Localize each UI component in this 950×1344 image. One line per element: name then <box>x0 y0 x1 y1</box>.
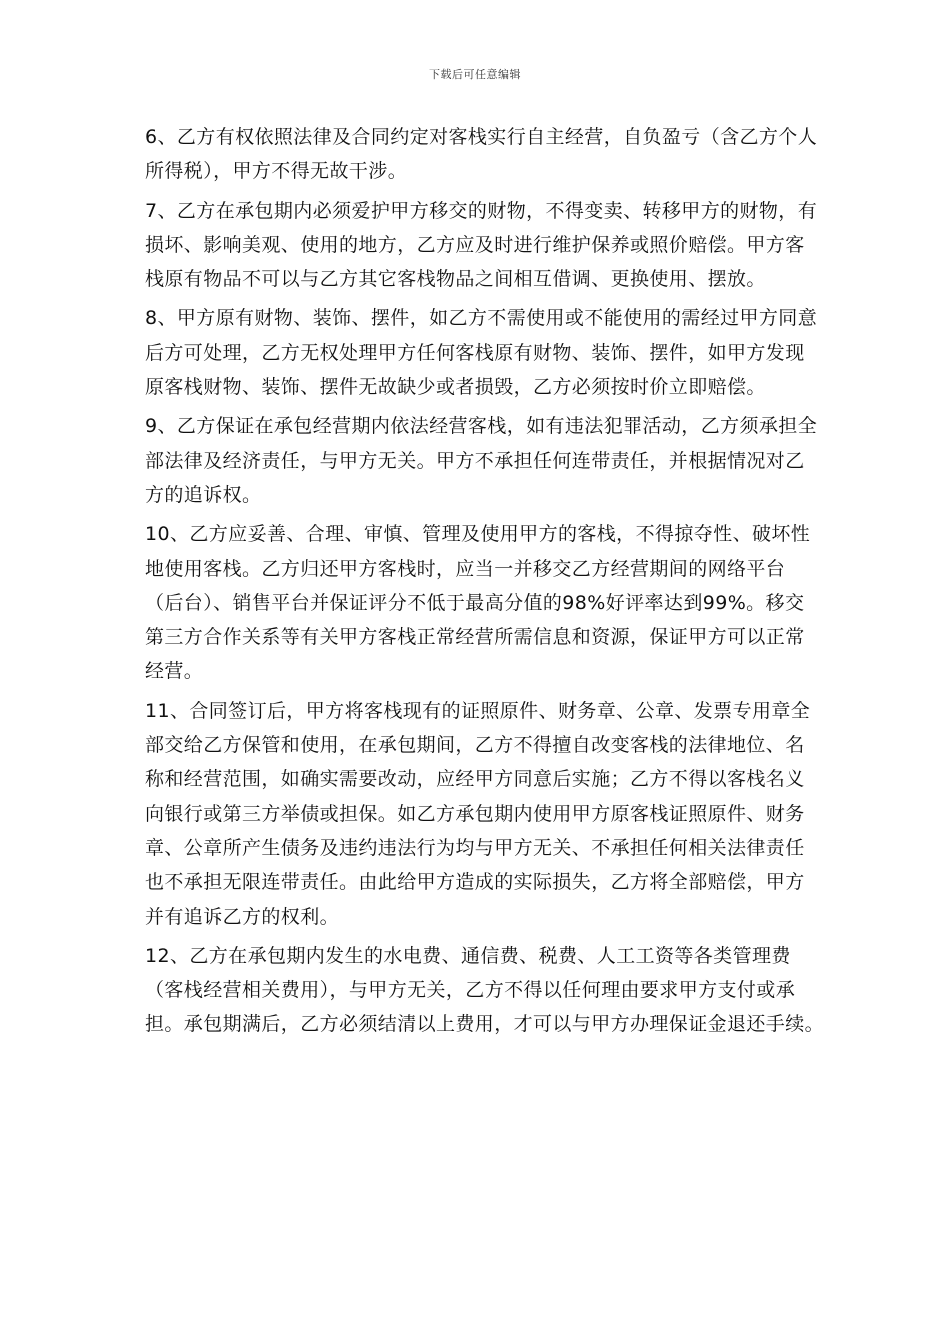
clause-line: 也不承担无限连带责任。由此给甲方造成的实际损失，乙方将全部赔偿，甲方 <box>145 871 805 894</box>
clause-line: 方的追诉权。 <box>145 483 262 506</box>
clause-line: 7、乙方在承包期内必须爱护甲方移交的财物，不得变卖、转移甲方的财物，有 <box>145 199 818 222</box>
clause-line: 12、乙方在承包期内发生的水电费、通信费、税费、人工工资等各类管理费 <box>145 944 791 967</box>
clause-line: 后方可处理，乙方无权处理甲方任何客栈原有财物、装饰、摆件，如甲方发现 <box>145 341 805 364</box>
clause-line: 经营。 <box>145 660 204 683</box>
clause-8 <box>145 301 817 404</box>
clause-line: 6、乙方有权依照法律及合同约定对客栈实行自主经营，自负盈亏（含乙方个人 <box>145 126 818 148</box>
page-header: 下载后可任意编辑 <box>429 68 521 81</box>
clause-line: 所得税），甲方不得无故干涉。 <box>145 160 408 183</box>
clause-line: 地使用客栈。乙方归还甲方客栈时，应当一并移交乙方经营期间的网络平台 <box>145 557 786 580</box>
clause-line: 称和经营范围，如确实需要改动，应经甲方同意后实施；乙方不得以客栈名义 <box>145 768 805 791</box>
clause-line: 损坏、影响美观、使用的地方，乙方应及时进行维护保养或照价赔偿。甲方客 <box>145 233 805 256</box>
clause-line: （后台）、销售平台并保证评分不低于最高分值的98%好评率达到99%。移交 <box>145 591 805 614</box>
clause-line: 第三方合作关系等有关甲方客栈正常经营所需信息和资源，保证甲方可以正常 <box>145 626 805 649</box>
clause-line: 11、合同签订后，甲方将客栈现有的证照原件、财务章、公章、发票专用章全 <box>145 699 811 722</box>
clause-line: 部交给乙方保管和使用，在承包期间，乙方不得擅自改变客栈的法律地位、名 <box>145 734 805 757</box>
clause-12 <box>145 939 825 1042</box>
clause-line: 章、公章所产生债务及违约违法行为均与甲方无关、不承担任何相关法律责任 <box>145 836 805 859</box>
clause-9 <box>145 409 817 512</box>
clause-line: 并有追诉乙方的权利。 <box>145 905 340 928</box>
clause-line: （客栈经营相关费用），与甲方无关，乙方不得以任何理由要求甲方支付或承 <box>145 979 796 1002</box>
clause-line: 10、乙方应妥善、合理、审慎、管理及使用甲方的客栈，不得掠夺性、破坏性 <box>145 523 811 546</box>
clause-line: 栈原有物品不可以与乙方其它客栈物品之间相互借调、更换使用、摆放。 <box>145 268 766 291</box>
document-body <box>145 120 825 1047</box>
clause-line: 9、乙方保证在承包经营期内依法经营客栈，如有违法犯罪活动，乙方须承担全 <box>145 415 818 438</box>
clause-line: 向银行或第三方举债或担保。如乙方承包期内使用甲方原客栈证照原件、财务 <box>145 802 805 825</box>
clause-11 <box>145 694 817 934</box>
clause-line: 担。承包期满后，乙方必须结清以上费用，才可以与甲方办理保证金退还手续。 <box>145 1013 825 1036</box>
clause-line: 8、甲方原有财物、装饰、摆件，如乙方不需使用或不能使用的需经过甲方同意 <box>145 307 818 330</box>
clause-6 <box>145 120 817 189</box>
clause-line: 部法律及经济责任，与甲方无关。甲方不承担任何连带责任，并根据情况对乙 <box>145 449 805 472</box>
clause-7 <box>145 194 817 297</box>
clause-line: 原客栈财物、装饰、摆件无故缺少或者损毁，乙方必须按时价立即赔偿。 <box>145 376 766 399</box>
clause-10 <box>145 517 817 688</box>
